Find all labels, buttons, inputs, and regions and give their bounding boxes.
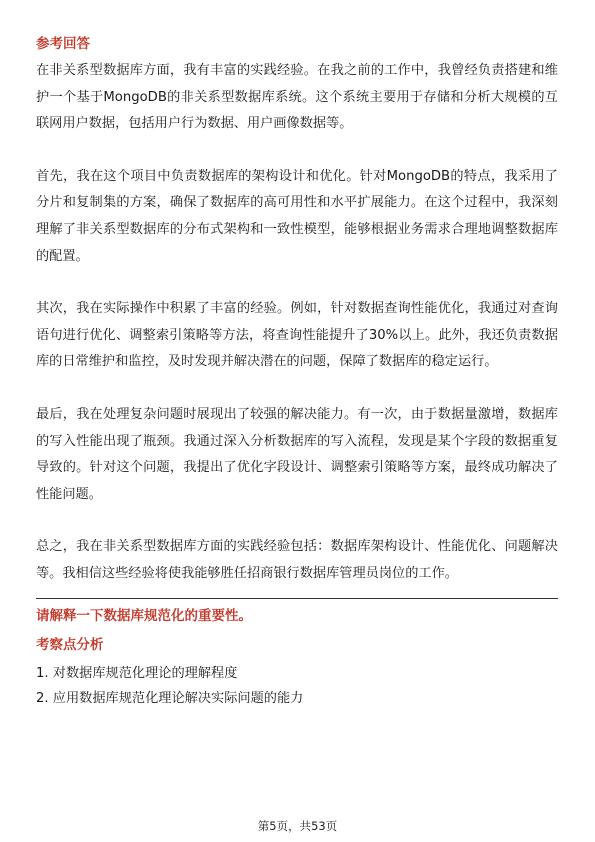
answer-paragraph-4: 最后，我在处理复杂问题时展现出了较强的解决能力。有一次，由于数据量激增，数据库的写入性能出现了瓶颈。我通过深入分析数据库的写入流程，发现是某个字段的数据重复导致的。针对这个问题，我提出了优化字段设计、调整索引策略等方案，最终成功解决了性能问题。 — [36, 406, 558, 502]
analysis-label: 考察点分析 — [36, 636, 104, 653]
answer-paragraph-3: 其次，我在实际操作中积累了丰富的经验。例如，针对数据查询性能优化，我通过对查询语句进行优化、调整索引策略等方法，将查询性能提升了30%以上。此外，我还负责数据库的日常维护和监控，及时发现并解决潜在的问题，保障了数据库的稳定运行。 — [36, 301, 558, 370]
answer-paragraph-1: 在非关系型数据库方面，我有丰富的实践经验。在我之前的工作中，我曾经负责搭建和维护一个基于MongoDB的非关系型数据库系统。这个系统主要用于存储和分析大规模的互联网用户数据，包括用户行为数据、用户画像数据等。 — [36, 63, 558, 132]
answer-label: 参考回答 — [36, 36, 90, 52]
question-title: 请解释一下数据库规范化的重要性。 — [36, 607, 252, 624]
answer-paragraph-5: 总之，我在非关系型数据库方面的实践经验包括：数据库架构设计、性能优化、问题解决等。我相信这些经验将使我能够胜任招商银行数据库管理员岗位的工作。 — [36, 539, 558, 581]
analysis-point-1: 1. 对数据库规范化理论的理解程度 — [36, 665, 238, 681]
answer-paragraph-2: 首先，我在这个项目中负责数据库的架构设计和优化。针对MongoDB的特点，我采用了分片和复制集的方案，确保了数据库的高可用性和水平扩展能力。在这个过程中，我深刻理解了非关系型数据库的分布式架构和一致性模型，能够根据业务需求合理地调整数据库的配置。 — [36, 168, 558, 264]
analysis-point-2: 2. 应用数据库规范化理论解决实际问题的能力 — [36, 690, 304, 706]
page-content — [36, 34, 558, 711]
page-number-footer: 第5页，共53页 — [257, 819, 338, 833]
section-divider — [36, 598, 558, 599]
